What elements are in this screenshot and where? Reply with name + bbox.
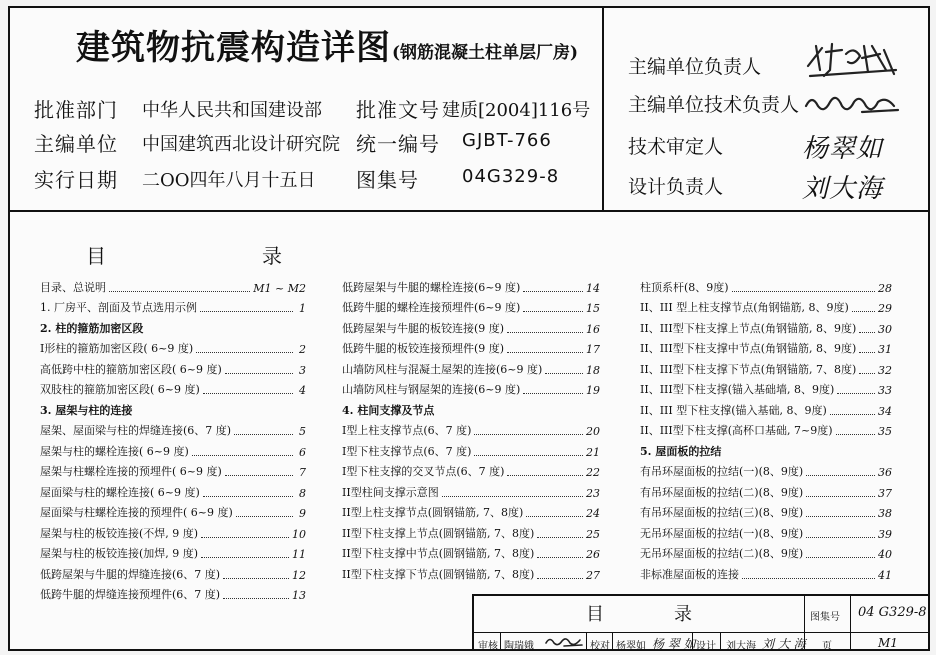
toc-entry-text: 低跨屋架与牛腿的板铰连接(9 度) xyxy=(342,321,505,335)
toc-entry-text: I型上柱支撑节点(6、7 度) xyxy=(342,424,472,437)
toc-entry xyxy=(640,377,892,398)
toc-entry xyxy=(40,274,306,295)
review-label: 审核 xyxy=(478,641,498,652)
toc-entry-page: 20 xyxy=(586,425,600,438)
toc-entry-text: 低跨牛腿的板铰连接预埋件(9 度) xyxy=(342,342,505,355)
toc-leader-dots xyxy=(537,537,583,538)
chief-unit-label: 主编单位 xyxy=(34,132,118,156)
toc-entry xyxy=(342,500,600,521)
toc-leader-dots xyxy=(806,496,875,497)
toc-leader-dots xyxy=(203,496,293,497)
drawing-sheet xyxy=(8,6,930,651)
toc-column-2 xyxy=(342,274,600,582)
toc-entry-page: 37 xyxy=(878,486,892,500)
toc-entry xyxy=(40,541,306,562)
toc-entry-page: 6 xyxy=(299,445,306,459)
page-number: M1 xyxy=(878,636,898,650)
toc-entry xyxy=(640,479,892,500)
toc-leader-dots xyxy=(806,475,875,476)
toc-section-heading xyxy=(640,438,892,459)
toc-entry-text: 有吊环屋面板的拉结(二)(8、9度) xyxy=(640,485,804,499)
toc-entry xyxy=(40,479,306,500)
toc-entry-page: 31 xyxy=(878,343,892,356)
signature-chief-unit-tech-head xyxy=(802,88,902,122)
toc-entry-page: 15 xyxy=(586,302,600,315)
approval-doc: 建质[2004]116号 xyxy=(442,100,591,121)
toc-entry-text: 2. 柱的箍筋加密区段 xyxy=(40,321,144,335)
toc-leader-dots xyxy=(507,352,583,353)
toc-entry xyxy=(640,356,892,377)
reviewer-name: 陶瑞娥 xyxy=(504,641,534,652)
toc-entry-page: 12 xyxy=(292,568,306,582)
toc-entry-page: 30 xyxy=(878,322,892,336)
toc-entry xyxy=(640,459,892,480)
page-label: 页 xyxy=(822,641,832,652)
toc-leader-dots xyxy=(545,373,583,374)
toc-leader-dots xyxy=(859,352,875,353)
toc-leader-dots xyxy=(523,311,583,312)
unified-no-label: 统一编号 xyxy=(356,132,440,156)
toc-entry-text: 高低跨中柱的箍筋加密区段( 6~9 度) xyxy=(40,362,222,376)
toc-entry-text: 山墙防风柱与钢屋架的连接(6~9 度) xyxy=(342,383,521,396)
toc-leader-dots xyxy=(742,578,875,579)
toc-entry xyxy=(640,541,892,562)
toc-entry xyxy=(40,356,306,377)
toc-leader-dots xyxy=(859,332,875,333)
toc-entry-text: 1. 厂房平、剖面及节点选用示例 xyxy=(40,301,197,314)
toc-entry xyxy=(342,561,600,582)
toc-leader-dots xyxy=(201,537,289,538)
toc-entry-text: II型下柱支撑下节点(圆钢锚筋, 7、8度) xyxy=(342,567,535,581)
toc-entry xyxy=(342,377,600,398)
toc-entry-text: 目录、总说明 xyxy=(40,280,106,294)
toc-entry-page: 24 xyxy=(586,507,600,520)
toc-entry xyxy=(342,336,600,357)
toc-entry xyxy=(640,295,892,316)
responsibles-block xyxy=(602,8,930,210)
toc-entry-text: II、III型下柱支撑上节点(角钢锚筋, 8、9度) xyxy=(640,321,857,335)
toc-entry-page: 10 xyxy=(292,527,306,541)
toc-entry-text: 4. 柱间支撑及节点 xyxy=(342,403,435,417)
toc-entry-page: 2 xyxy=(299,343,306,356)
toc-entry-page: 8 xyxy=(299,486,306,500)
toc-title: 目 录 xyxy=(86,244,282,268)
signature-design-lead: 刘大海 xyxy=(802,174,884,204)
toc-leader-dots xyxy=(806,516,875,517)
toc-entry-text: 柱顶系杆(8、9度) xyxy=(640,280,729,294)
toc-entry-text: 有吊环屋面板的拉结(一)(8、9度) xyxy=(640,465,804,478)
toc-leader-dots xyxy=(836,434,875,435)
role-chief-unit-tech-head: 主编单位技术负责人 xyxy=(628,94,800,116)
toc-leader-dots xyxy=(203,393,293,394)
toc-leader-dots xyxy=(200,311,293,312)
toc-entry xyxy=(640,274,892,295)
toc-leader-dots xyxy=(442,496,583,497)
toc-entry-text: 5. 屋面板的拉结 xyxy=(640,444,722,458)
toc-entry xyxy=(40,520,306,541)
toc-entry-text: 低跨屋架与牛腿的螺栓连接(6~9 度) xyxy=(342,280,521,294)
checker-signature: 杨 翠 如 xyxy=(652,637,696,651)
signature-chief-unit-head xyxy=(802,36,902,84)
toc-entry-text: 无吊环屋面板的拉结(二)(8、9度) xyxy=(640,547,804,560)
toc-entry xyxy=(40,295,306,316)
toc-entry-page: 22 xyxy=(586,466,600,479)
toc-entry xyxy=(40,459,306,480)
effective-date-label: 实行日期 xyxy=(34,168,118,192)
toc-entry-text: II、III型下柱支撑(锚入基础墙, 8、9度) xyxy=(640,383,835,396)
toc-entry-text: 低跨屋架与牛腿的焊缝连接(6、7 度) xyxy=(40,567,221,581)
toc-entry xyxy=(640,561,892,582)
toc-entry-text: II型下柱支撑中节点(圆钢锚筋, 7、8度) xyxy=(342,547,535,560)
sub-title: (钢筋混凝土柱单层厂房) xyxy=(392,43,579,63)
toc-entry-text: 屋架与柱的板铰连接(不焊, 9 度) xyxy=(40,526,199,540)
title-block-atlas-no: 04 G329-8 xyxy=(858,605,927,620)
toc-entry-page: 34 xyxy=(878,404,892,418)
toc-leader-dots xyxy=(837,393,875,394)
toc-entry-text: 屋面梁与柱的螺栓连接( 6~9 度) xyxy=(40,485,200,499)
toc-entry xyxy=(640,315,892,336)
toc-entry-page: 23 xyxy=(586,486,600,500)
toc-entry xyxy=(342,274,600,295)
title-block xyxy=(472,594,928,652)
toc-entry xyxy=(640,336,892,357)
toc-entry xyxy=(342,520,600,541)
toc-entry-text: II、III 型下柱支撑(锚入基础, 8、9度) xyxy=(640,403,827,417)
toc-leader-dots xyxy=(852,311,875,312)
toc-entry-page: 40 xyxy=(878,548,892,561)
toc-leader-dots xyxy=(523,393,583,394)
toc-entry-page: 7 xyxy=(299,466,306,479)
reviewer-signature xyxy=(544,634,584,651)
toc-leader-dots xyxy=(225,373,293,374)
toc-entry-text: II型上柱支撑节点(圆钢锚筋, 7、8度) xyxy=(342,506,524,519)
toc-entry xyxy=(342,418,600,439)
toc-section-heading xyxy=(40,315,306,336)
toc-entry xyxy=(640,520,892,541)
chief-unit: 中国建筑西北设计研究院 xyxy=(142,134,340,155)
toc-entry-page: 28 xyxy=(878,281,892,295)
toc-leader-dots xyxy=(223,578,289,579)
toc-entry-page: 36 xyxy=(878,466,892,479)
atlas-no: 04G329-8 xyxy=(462,166,560,187)
toc-section-heading xyxy=(40,397,306,418)
toc-entry xyxy=(342,479,600,500)
toc-leader-dots xyxy=(507,475,583,476)
designer-name: 刘大海 xyxy=(726,641,756,652)
toc-entry-page: 9 xyxy=(299,507,306,520)
toc-leader-dots xyxy=(223,598,289,599)
toc-entry-text: I型下柱支撑节点(6、7 度) xyxy=(342,444,472,458)
toc-entry-page: 41 xyxy=(878,568,892,582)
toc-leader-dots xyxy=(474,455,583,456)
header-divider xyxy=(10,210,928,212)
toc-entry-page: 14 xyxy=(586,281,600,295)
toc-entry-page: 17 xyxy=(586,343,600,356)
toc-leader-dots xyxy=(234,434,293,435)
toc-entry xyxy=(640,500,892,521)
toc-entry xyxy=(342,541,600,562)
design-label: 设计 xyxy=(696,641,716,652)
toc-entry xyxy=(342,356,600,377)
toc-entry-page: 35 xyxy=(878,425,892,438)
role-design-lead: 设计负责人 xyxy=(628,176,724,198)
main-title: 建筑物抗震构造详图 xyxy=(76,28,391,68)
toc-leader-dots xyxy=(507,332,583,333)
approval-doc-label: 批准文号 xyxy=(356,98,440,122)
toc-entry-text: 屋面梁与柱螺栓连接的预埋件( 6~9 度) xyxy=(40,506,233,519)
toc-entry-text: II、III 型上柱支撑节点(角钢锚筋, 8、9度) xyxy=(640,301,849,314)
toc-entry-page: 29 xyxy=(878,302,892,315)
toc-entry-text: I型下柱支撑的交叉节点(6、7 度) xyxy=(342,465,505,478)
toc-entry-page: 3 xyxy=(299,363,306,377)
toc-leader-dots xyxy=(225,475,293,476)
toc-entry-text: 屋架与柱的螺栓连接( 6~9 度) xyxy=(40,444,189,458)
atlas-no-label: 图集号 xyxy=(356,168,419,192)
toc-leader-dots xyxy=(830,414,875,415)
toc-entry-text: 双肢柱的箍筋加密区段( 6~9 度) xyxy=(40,383,200,396)
toc-leader-dots xyxy=(732,291,875,292)
toc-entry-page: 39 xyxy=(878,527,892,541)
toc-entry-text: II、III型下柱支撑中节点(角钢锚筋, 8、9度) xyxy=(640,342,857,355)
toc-entry-page: 1 xyxy=(299,302,306,315)
check-label: 校对 xyxy=(590,641,610,652)
toc-entry-page: 38 xyxy=(878,507,892,520)
toc-entry-text: II型柱间支撑示意图 xyxy=(342,485,439,499)
toc-leader-dots xyxy=(806,537,875,538)
toc-column-1 xyxy=(40,274,306,602)
toc-entry-page: 4 xyxy=(299,384,306,397)
toc-entry-text: 低跨牛腿的焊缝连接预埋件(6、7 度) xyxy=(40,588,221,601)
toc-entry xyxy=(342,459,600,480)
toc-entry-text: II、III型下柱支撑下节点(角钢锚筋, 7、8度) xyxy=(640,362,857,376)
toc-entry-text: 无吊环屋面板的拉结(一)(8、9度) xyxy=(640,526,804,540)
role-technical-reviewer: 技术审定人 xyxy=(628,136,724,158)
unified-no: GJBT-766 xyxy=(462,130,552,151)
toc-entry-text: I形柱的箍筋加密区段( 6~9 度) xyxy=(40,342,194,355)
toc-leader-dots xyxy=(526,516,583,517)
toc-section-heading xyxy=(342,397,600,418)
toc-entry-text: 屋架与柱的板铰连接(加焊, 9 度) xyxy=(40,547,199,560)
toc-entry-page: 19 xyxy=(586,384,600,397)
toc-entry xyxy=(640,397,892,418)
toc-entry-page: 25 xyxy=(586,527,600,541)
toc-entry xyxy=(342,295,600,316)
toc-leader-dots xyxy=(201,557,289,558)
approval-dept: 中华人民共和国建设部 xyxy=(142,100,322,121)
toc-leader-dots xyxy=(236,516,293,517)
header-info-block xyxy=(10,8,602,210)
toc-entry xyxy=(342,315,600,336)
toc-entry-page: 21 xyxy=(586,445,600,459)
toc-entry xyxy=(40,500,306,521)
toc-entry xyxy=(40,377,306,398)
effective-date: 二OO四年八月十五日 xyxy=(142,170,316,191)
checker-name: 杨翠如 xyxy=(616,641,646,652)
toc-leader-dots xyxy=(523,291,583,292)
toc-entry xyxy=(40,418,306,439)
toc-entry-page: 13 xyxy=(292,589,306,602)
role-chief-unit-head: 主编单位负责人 xyxy=(628,56,762,78)
toc-entry-text: 低跨牛腿的螺栓连接预埋件(6~9 度) xyxy=(342,301,521,314)
toc-leader-dots xyxy=(192,455,293,456)
toc-entry-text: 屋架、屋面梁与柱的焊缝连接(6、7 度) xyxy=(40,424,232,437)
toc-leader-dots xyxy=(537,578,583,579)
toc-leader-dots xyxy=(196,352,293,353)
toc-entry-page: 27 xyxy=(586,568,600,582)
designer-signature: 刘 大 海 xyxy=(762,637,806,651)
toc-entry-page: 32 xyxy=(878,363,892,377)
toc-entry-page: 5 xyxy=(299,425,306,438)
toc-entry xyxy=(40,336,306,357)
toc-entry-text: 3. 屋架与柱的连接 xyxy=(40,403,133,417)
toc-entry-text: 山墙防风柱与混凝土屋架的连接(6~9 度) xyxy=(342,362,543,376)
toc-entry-page: 26 xyxy=(586,548,600,561)
toc-entry xyxy=(40,438,306,459)
title-block-atlas-no-label: 图集号 xyxy=(810,612,840,623)
toc-entry-text: 有吊环屋面板的拉结(三)(8、9度) xyxy=(640,506,804,519)
toc-leader-dots xyxy=(806,557,875,558)
toc-leader-dots xyxy=(474,434,583,435)
toc-entry xyxy=(342,438,600,459)
toc-entry-page: 33 xyxy=(878,384,892,397)
toc-entry-text: 非标准屋面板的连接 xyxy=(640,567,739,581)
toc-entry-text: II、III型下柱支撑(高杯口基础, 7~9度) xyxy=(640,424,833,437)
toc-column-3 xyxy=(640,274,892,582)
toc-entry-page: 16 xyxy=(586,322,600,336)
toc-entry-page: 11 xyxy=(292,548,306,561)
toc-leader-dots xyxy=(109,291,250,292)
signature-technical-reviewer: 杨翠如 xyxy=(802,134,884,164)
toc-entry-text: 屋架与柱螺栓连接的预埋件( 6~9 度) xyxy=(40,465,222,478)
toc-leader-dots xyxy=(859,373,875,374)
toc-entry xyxy=(40,582,306,603)
toc-entry xyxy=(40,561,306,582)
toc-entry-page: 18 xyxy=(586,363,600,377)
toc-entry-text: II型下柱支撑上节点(圆钢锚筋, 7、8度) xyxy=(342,526,535,540)
toc-leader-dots xyxy=(537,557,583,558)
toc-entry-page: M1 ~ M2 xyxy=(253,281,306,295)
title-block-title: 目 录 xyxy=(586,604,692,625)
approval-dept-label: 批准部门 xyxy=(34,98,118,122)
toc-entry xyxy=(640,418,892,439)
